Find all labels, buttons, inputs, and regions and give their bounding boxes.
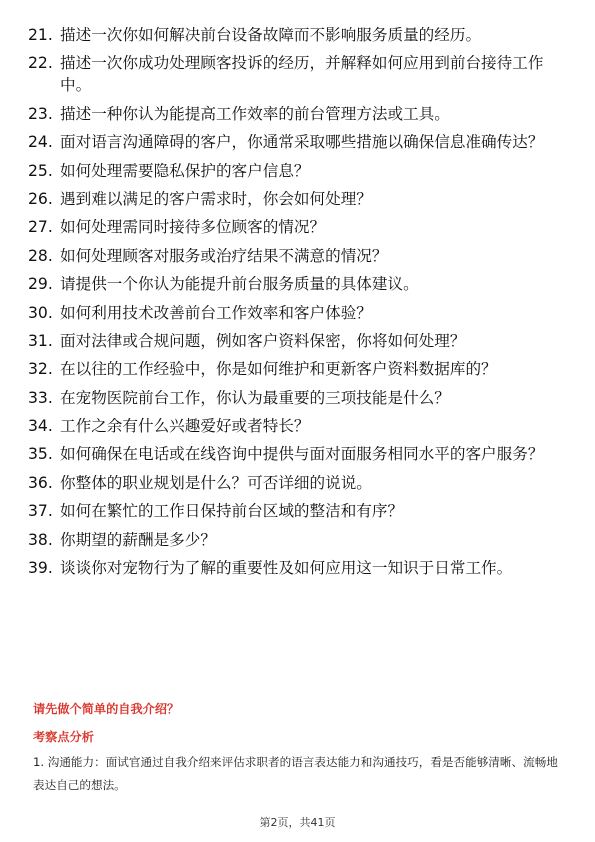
- question-item: [28, 358, 573, 380]
- question-number: 23.: [28, 104, 53, 123]
- question-text: 如何确保在电话或在线咨询中提供与面对面服务相同水平的客户服务？: [60, 445, 544, 464]
- question-number: 36.: [28, 473, 53, 492]
- question-number: 33.: [28, 388, 53, 407]
- question-item: [28, 52, 573, 96]
- question-text: 面对语言沟通障碍的客户，你通常采取哪些措施以确保信息准确传达？: [60, 133, 544, 152]
- question-item: [28, 500, 573, 522]
- question-number: 39.: [28, 559, 53, 578]
- question-text: 如何处理顾客对服务或治疗结果不满意的情况？: [60, 246, 388, 265]
- question-item: [28, 273, 573, 295]
- question-number: 32.: [28, 360, 53, 379]
- analysis-paragraph: 1. 沟通能力：面试官通过自我介绍来评估求职者的语言表达能力和沟通技巧，看是否能够清晰、流畅地表达自己的想法。: [33, 755, 558, 792]
- page-footer: 第2页，共41页: [259, 816, 336, 829]
- question-number: 26.: [28, 189, 53, 208]
- question-number: 35.: [28, 445, 53, 464]
- question-number: 31.: [28, 331, 53, 350]
- question-number: 30.: [28, 303, 53, 322]
- question-number: 24.: [28, 133, 53, 152]
- question-item: [28, 160, 573, 182]
- question-text: 遇到难以满足的客户需求时，你会如何处理？: [60, 189, 372, 208]
- question-text: 面对法律或合规问题，例如客户资料保密，你将如何处理？: [60, 331, 466, 350]
- question-text: 在宠物医院前台工作，你认为最重要的三项技能是什么？: [60, 388, 450, 407]
- question-item: [28, 330, 573, 352]
- question-text: 在以往的工作经验中，你是如何维护和更新客户资料数据库的？: [60, 360, 497, 379]
- question-text: 工作之余有什么兴趣爱好或者特长？: [60, 417, 310, 436]
- question-number: 38.: [28, 530, 53, 549]
- question-number: 34.: [28, 417, 53, 436]
- question-item: [28, 131, 573, 153]
- question-number: 28.: [28, 246, 53, 265]
- question-number: 29.: [28, 275, 53, 294]
- question-item: [28, 245, 573, 267]
- question-text: 如何利用技术改善前台工作效率和客户体验？: [60, 303, 372, 322]
- question-number: 25.: [28, 161, 53, 180]
- question-number: 37.: [28, 502, 53, 521]
- question-item: [28, 557, 573, 579]
- question-text: 你整体的职业规划是什么？可否详细的说说。: [60, 473, 372, 492]
- question-text: 如何处理需要隐私保护的客户信息？: [60, 161, 310, 180]
- question-item: [28, 415, 573, 437]
- question-item: [28, 529, 573, 551]
- question-text: 如何处理需同时接待多位顾客的情况？: [60, 218, 326, 237]
- question-text: 描述一次你成功处理顾客投诉的经历，并解释如何应用到前台接待工作中。: [60, 54, 544, 95]
- question-text: 描述一次你如何解决前台设备故障而不影响服务质量的经历。: [60, 26, 482, 44]
- question-item: [28, 443, 573, 465]
- question-text: 请提供一个你认为能提升前台服务质量的具体建议。: [60, 275, 419, 294]
- question-item: [28, 188, 573, 210]
- question-number: 21.: [28, 26, 53, 44]
- question-list: [28, 24, 573, 585]
- question-item: [28, 302, 573, 324]
- question-text: 如何在繁忙的工作日保持前台区域的整洁和有序？: [60, 502, 404, 521]
- question-text: 描述一种你认为能提高工作效率的前台管理方法或工具。: [60, 104, 450, 123]
- question-item: [28, 216, 573, 238]
- question-item: [28, 103, 573, 125]
- question-text: 谈谈你对宠物行为了解的重要性及如何应用这一知识于日常工作。: [60, 559, 513, 578]
- question-item: [28, 472, 573, 494]
- question-text: 你期望的薪酬是多少？: [60, 530, 216, 549]
- section-heading: 请先做个简单的自我介绍？: [33, 702, 180, 716]
- question-number: 27.: [28, 218, 53, 237]
- question-number: 22.: [28, 54, 53, 73]
- question-item: [28, 24, 573, 46]
- analysis-heading: 考察点分析: [33, 730, 94, 744]
- question-item: [28, 387, 573, 409]
